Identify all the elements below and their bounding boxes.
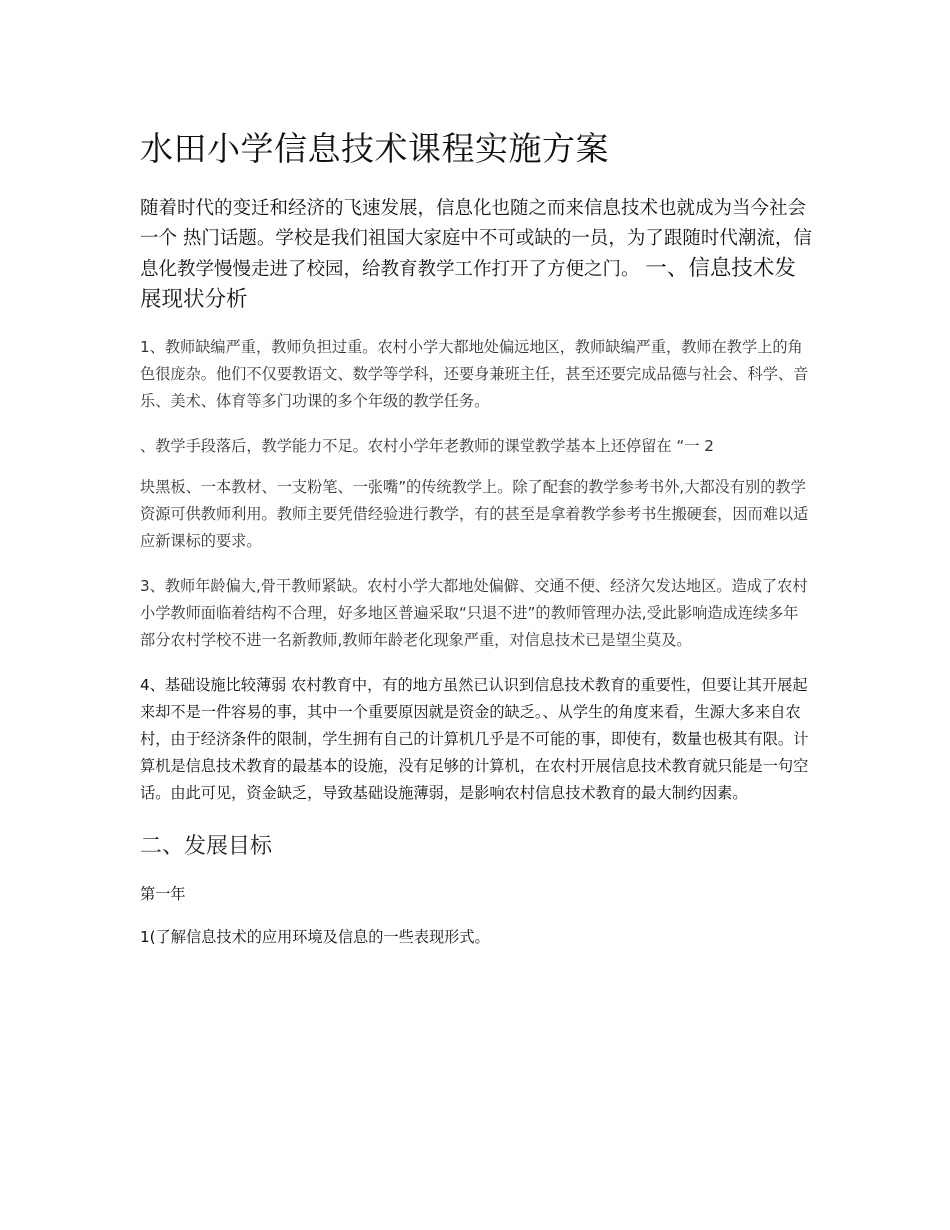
intro-paragraph xyxy=(140,194,812,316)
paragraph-teaching-methods-continued: 块黑板、一本教材、一支粉笔、一张嘴”的传统教学上。除了配套的教学参考书外,大都没有别的教学资源可供教师利用。教师主要凭借经验进行教学，有的甚至是拿着教学参考书生搬硬套，因而难以适应新课标的要求。 xyxy=(140,478,809,550)
paragraph-teacher-shortage: 1、教师缺编严重，教师负担过重。农村小学大都地处偏远地区，教师缺编严重，教师在教学上的角色很庞杂。他们不仅要教语文、数学等学科，还要身兼班主任，甚至还要完成品德与社会、科学、音乐、美术、体育等多门功课的多个年级的教学任务。 xyxy=(140,338,809,410)
document-page xyxy=(140,118,812,951)
section2-heading: 二、发展目标 xyxy=(140,834,273,859)
section1-heading: 一、信息技术发展现状分析 xyxy=(140,256,796,312)
intro-text: 随着时代的变迁和经济的飞速发展，信息化也随之而来信息技术也就成为当今社会一个 热门话题。学校是我们祖国大家庭中不可或缺的一员，为了跟随时代潮流，信息化教学慢慢走进了校园，给教育教学工作打开了方便之门。 xyxy=(140,198,812,280)
paragraph-infrastructure: 4、基础设施比较薄弱 农村教育中，有的地方虽然已认识到信息技术教育的重要性，但要让其开展起来却不是一件容易的事，其中一个重要原因就是资金的缺乏。、从学生的角度来看，生源大多来自农村，由于经济条件的限制，学生拥有自己的计算机几乎是不可能的事，即使有，数量也极其有限。计算机是信息技术教育的最基本的设施，没有足够的计算机，在农村开展信息技术教育就只能是一句空话。由此可见，资金缺乏，导致基础设施薄弱，是影响农村信息技术教育的最大制约因素。 xyxy=(140,676,809,802)
document-title: 水田小学信息技术课程实施方案 xyxy=(140,129,609,168)
goal-item-1: 1(了解信息技术的应用环境及信息的一些表现形式。 xyxy=(140,928,490,946)
paragraph-teacher-age: 3、教师年龄偏大,骨干教师紧缺。农村小学大都地处偏僻、交通不便、经济欠发达地区。造成了农村小学教师面临着结构不合理，好多地区普遍采取“只退不进”的教师管理办法,受此影响造成连续多年部分农村学校不进一名新教师,教师年龄老化现象严重，对信息技术已是望尘莫及。 xyxy=(140,577,808,649)
year1-label: 第一年 xyxy=(140,885,186,903)
paragraph-teaching-methods: 、教学手段落后，教学能力不足。农村小学年老教师的课堂教学基本上还停留在 “一 2 xyxy=(140,437,714,455)
